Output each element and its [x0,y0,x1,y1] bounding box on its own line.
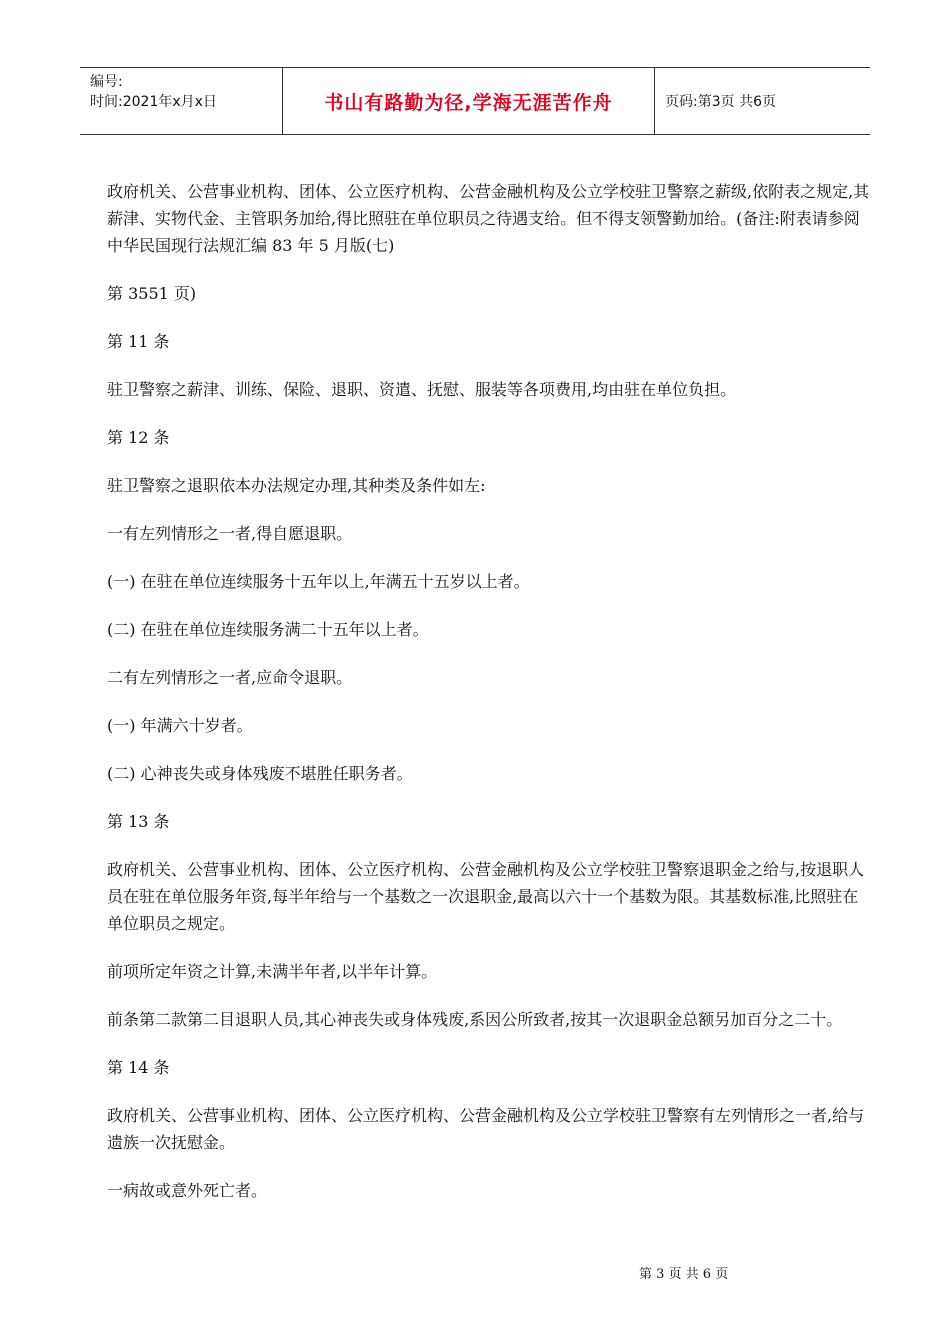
paragraph: (一) 年满六十岁者。 [107,716,253,735]
article-heading: 第 12 条 [107,428,170,447]
article-heading: 第 14 条 [107,1058,170,1077]
paragraph: (二) 心神丧失或身体残废不堪胜任职务者。 [107,764,413,783]
article-heading: 第 13 条 [107,812,170,831]
paragraph: 前条第二款第二目退职人员,其心神丧失或身体残废,系因公所致者,按其一次退职金总额另加百分之二十。 [107,1010,843,1029]
header-page-label: 页码:第3页 共6页 [665,94,776,110]
paragraph: 第 3551 页) [107,284,197,303]
header-meta [80,68,282,134]
paragraph: 政府机关、公营事业机构、团体、公立医疗机构、公营金融机构及公立学校驻卫警察退职金之给与,按退职人员在驻在单位服务年资,每半年给与一个基数之一次退职金,最高以六十一个基数为限。其基数标准,比照驻在单位职员之规定。 [107,860,865,933]
paragraph: 政府机关、公营事业机构、团体、公立医疗机构、公营金融机构及公立学校驻卫警察之薪级,依附表之规定,其薪津、实物代金、主管职务加给,得比照驻在单位职员之待遇支给。但不得支领警勤加给。(备注:附表请参阅中华民国现行法规汇编 83 年 5 月版(七) [107,182,870,255]
date-label: 时间:2021年x月x日 [90,94,217,110]
page-header [80,67,870,135]
paragraph: 前项所定年资之计算,未满半年者,以半年计算。 [107,962,438,981]
paragraph: 一病故或意外死亡者。 [107,1181,268,1200]
paragraph: 驻卫警察之薪津、训练、保险、退职、资遣、抚慰、服装等各项费用,均由驻在单位负担。 [107,380,737,399]
paragraph: 政府机关、公营事业机构、团体、公立医疗机构、公营金融机构及公立学校驻卫警察有左列情形之一者,给与遗族一次抚慰金。 [107,1106,865,1152]
document-body [107,178,873,1204]
paragraph: (一) 在驻在单位连续服务十五年以上,年满五十五岁以上者。 [107,572,530,591]
article-heading: 第 11 条 [107,332,170,351]
paragraph: 驻卫警察之退职依本办法规定办理,其种类及条件如左: [107,476,486,495]
paragraph: 二有左列情形之一者,应命令退职。 [107,668,353,687]
serial-label: 编号: [90,74,123,90]
paragraph: 一有左列情形之一者,得自愿退职。 [107,524,353,543]
paragraph: (二) 在驻在单位连续服务满二十五年以上者。 [107,620,429,639]
header-motto: 书山有路勤为径,学海无涯苦作舟 [282,68,655,134]
page-footer: 第 3 页 共 6 页 [639,1267,729,1282]
